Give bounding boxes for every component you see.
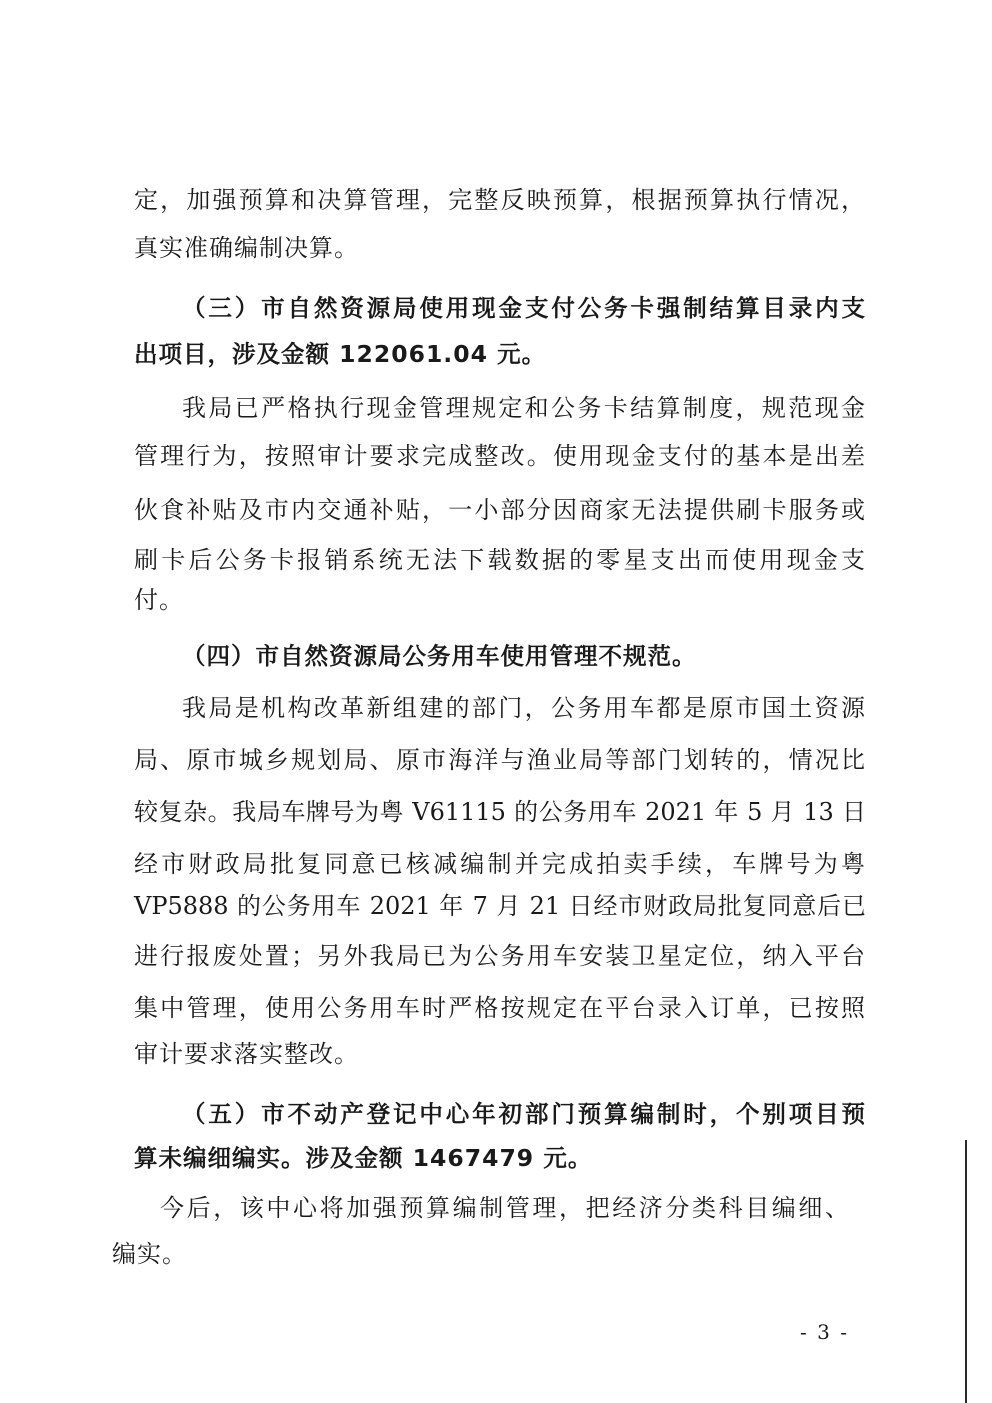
paragraph-line: 伙食补贴及市内交通补贴，一小部分因商家无法提供刷卡服务或 <box>134 496 866 524</box>
scan-edge-line <box>965 1140 967 1403</box>
paragraph-line: 今后，该中心将加强预算编制管理，把经济分类科目编细、 <box>160 1194 850 1222</box>
paragraph-line: 较复杂。我局车牌号为粤 V61115 的公务用车 2021 年 5 月 13 日 <box>134 798 866 826</box>
paragraph-line: 审计要求落实整改。 <box>134 1040 359 1068</box>
paragraph-line: 管理行为，按照审计要求完成整改。使用现金支付的基本是出差 <box>134 442 866 470</box>
paragraph-line: 经市财政局批复同意已核减编制并完成拍卖手续，车牌号为粤 <box>134 850 866 878</box>
paragraph-line: 我局是机构改革新组建的部门，公务用车都是原市国土资源 <box>182 694 866 722</box>
section-heading: （五）市不动产登记中心年初部门预算编制时，个别项目预 <box>182 1100 866 1128</box>
page-number: - 3 - <box>800 1320 849 1344</box>
paragraph-line: 我局已严格执行现金管理规定和公务卡结算制度，规范现金 <box>182 394 866 422</box>
section-heading: （四）市自然资源局公务用车使用管理不规范。 <box>182 642 697 670</box>
paragraph-line: 真实准确编制决算。 <box>134 234 359 262</box>
paragraph-line: 进行报废处置；另外我局已为公务用车安装卫星定位，纳入平台 <box>134 942 866 970</box>
paragraph-line: VP5888 的公务用车 2021 年 7 月 21 日经市财政局批复同意后已 <box>134 892 866 920</box>
section-heading: （三）市自然资源局使用现金支付公务卡强制结算目录内支 <box>182 294 866 322</box>
section-heading: 出项目，涉及金额 122061.04 元。 <box>134 340 547 368</box>
section-heading: 算未编细编实。涉及金额 1467479 元。 <box>134 1144 593 1172</box>
paragraph-line: 集中管理，使用公务用车时严格按规定在平台录入订单，已按照 <box>134 994 866 1022</box>
paragraph-line: 刷卡后公务卡报销系统无法下载数据的零星支出而使用现金支 <box>134 546 866 574</box>
paragraph-line: 付。 <box>134 586 184 614</box>
paragraph-line: 编实。 <box>112 1240 187 1268</box>
paragraph-line: 定，加强预算和决算管理，完整反映预算，根据预算执行情况， <box>134 186 866 214</box>
paragraph-line: 局、原市城乡规划局、原市海洋与渔业局等部门划转的，情况比 <box>134 746 866 774</box>
